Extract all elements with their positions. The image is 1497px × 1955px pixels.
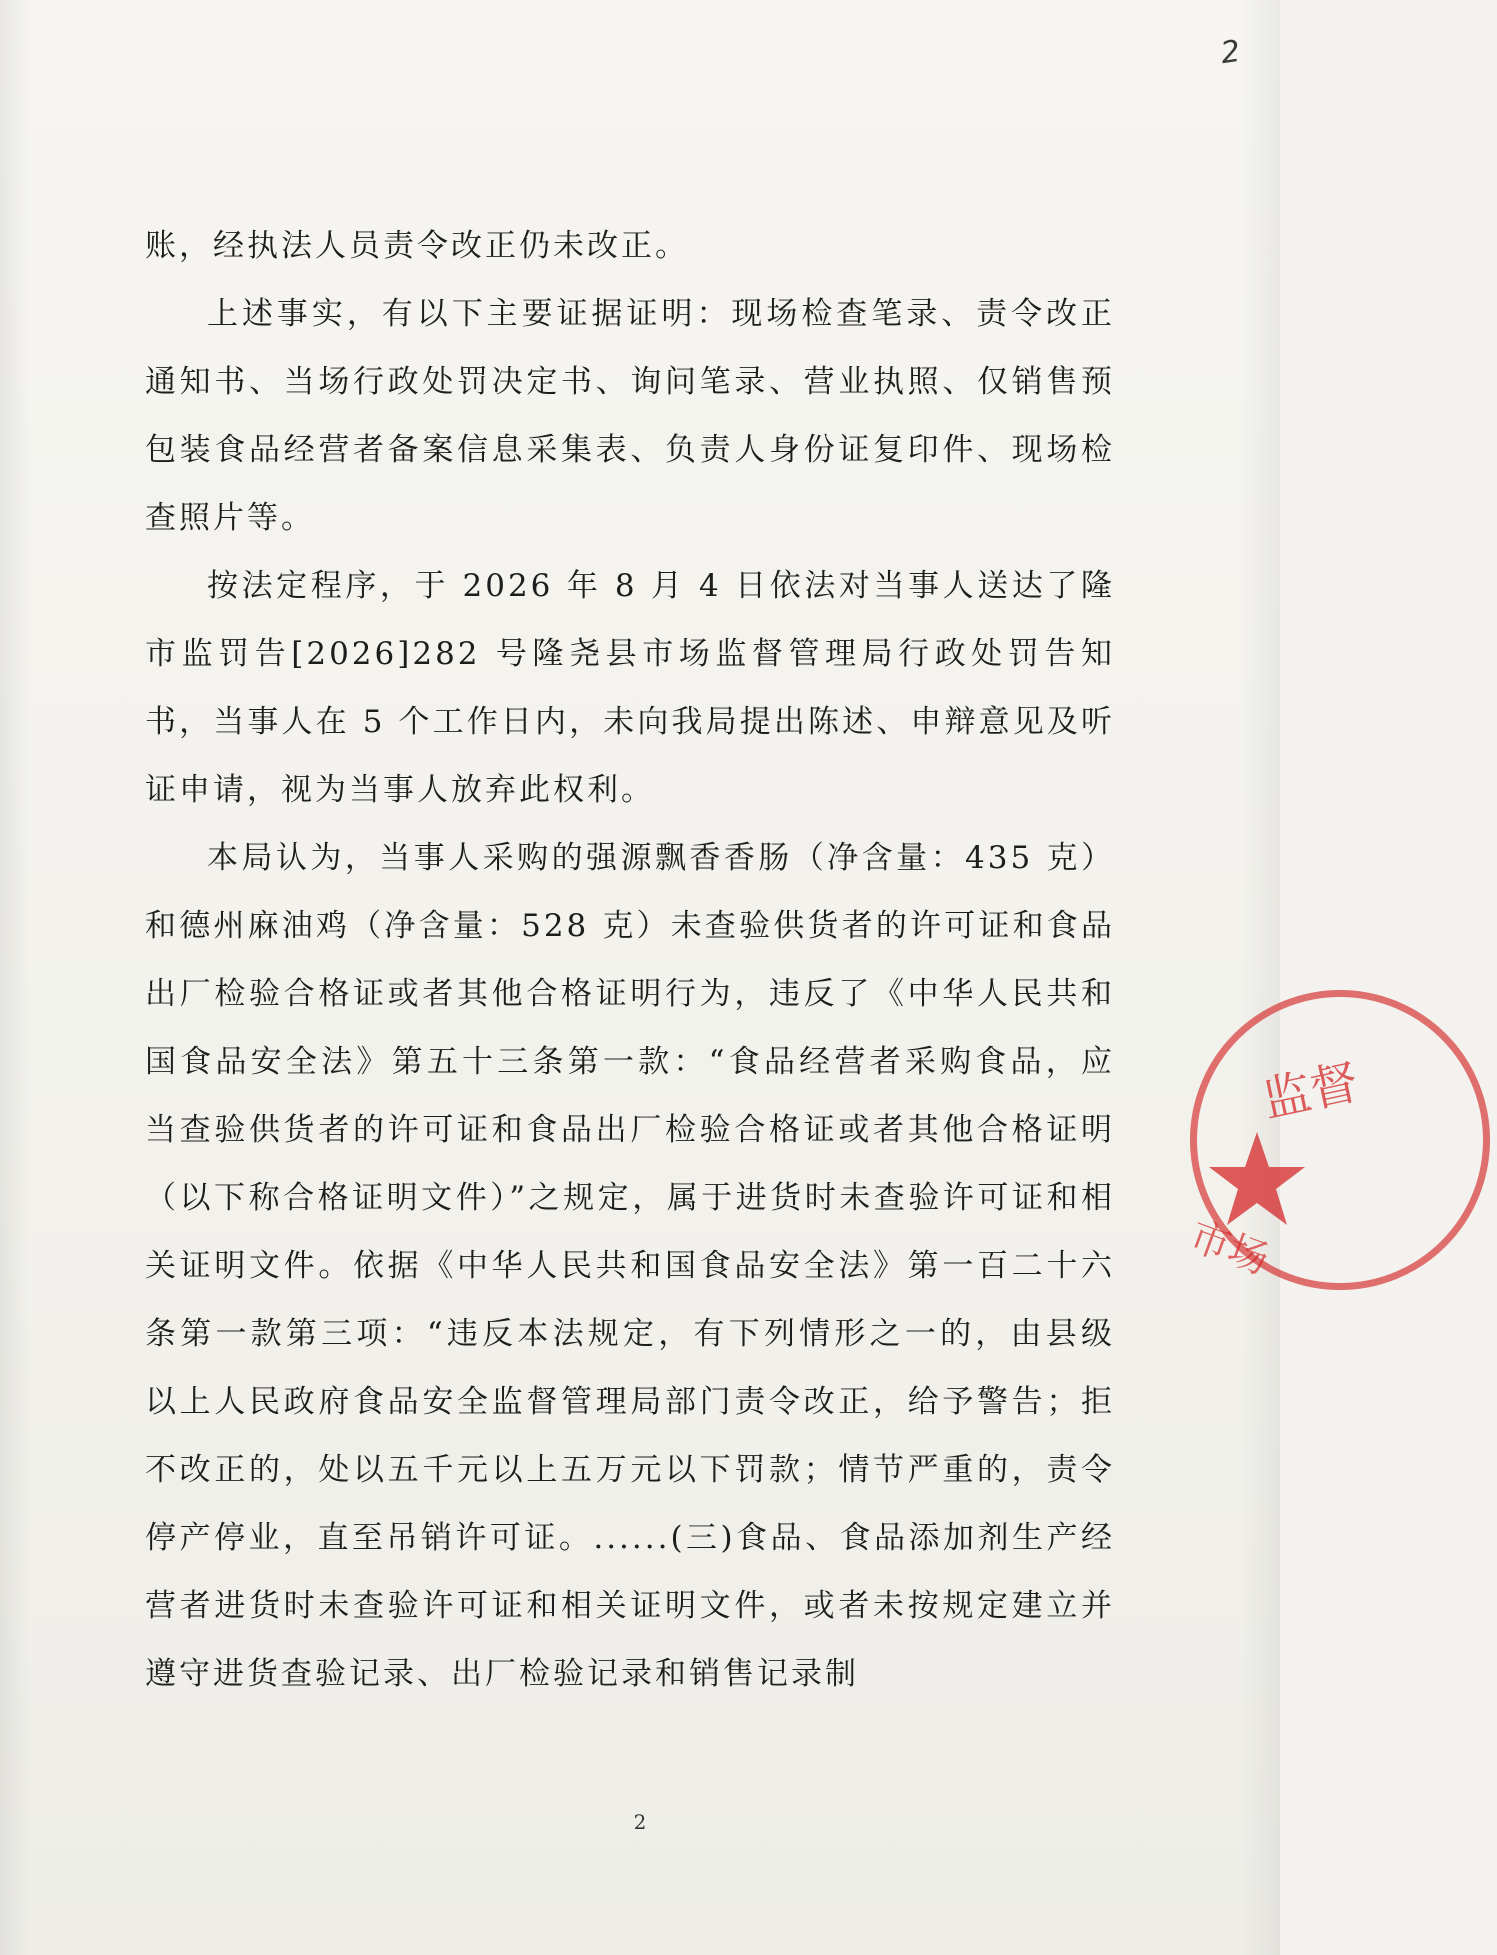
document-body [145,212,1115,1708]
paragraph-continuation: 账，经执法人员责令改正仍未改正。 [145,228,689,264]
paragraph-evidence: 上述事实，有以下主要证据证明：现场检查笔录、责令改正通知书、当场行政处罚决定书、询问笔录、营业执照、仅销售预包装食品经营者备案信息采集表、负责人身份证复印件、现场检查照片等。 [145,296,1115,536]
seal-graphic [1183,997,1497,1297]
seal-star-icon [1209,1132,1305,1225]
seal-text-bottom: 市场 [1183,1213,1275,1284]
page-number: 2 [633,1810,647,1834]
paragraph-opinion: 本局认为，当事人采购的强源飘香香肠（净含量：435 克）和德州麻油鸡（净含量：528 克）未查验供货者的许可证和食品出厂检验合格证或者其他合格证明行为，违反了《中华人民共和国食品安全法》第五十三条第一款：“食品经营者采购食品，应当查验供货者的许可证和食品出厂检验合格证或者其他合格证明（以下称合格证明文件）”之规定，属于进货时未查验许可证和相关证明文件。依据《中华人民共和国食品安全法》第一百二十六条第一款第三项：“违反本法规定，有下列情形之一的，由县级以上人民政府食品安全监督管理局部门责令改正，给予警告；拒不改正的，处以五千元以上五万元以下罚款；情节严重的，责令停产停业，直至吊销许可证。......(三)食品、食品添加剂生产经营者进货时未查验许可证和相关证明文件，或者未按规定建立并遵守进货查验记录、出厂检验记录和销售记录制 [145,840,1115,1692]
paragraph-procedure: 按法定程序，于 2026 年 8 月 4 日依法对当事人送达了隆市监罚告[2026]282 号隆尧县市场监督管理局行政处罚告知书，当事人在 5 个工作日内，未向我局提出陈述、申辩意见及听证申请，视为当事人放弃此权利。 [145,568,1115,808]
seal-text-top: 监督 [1257,1053,1364,1129]
handwritten-page-mark: 2 [1218,33,1243,72]
official-seal [1183,990,1490,1290]
